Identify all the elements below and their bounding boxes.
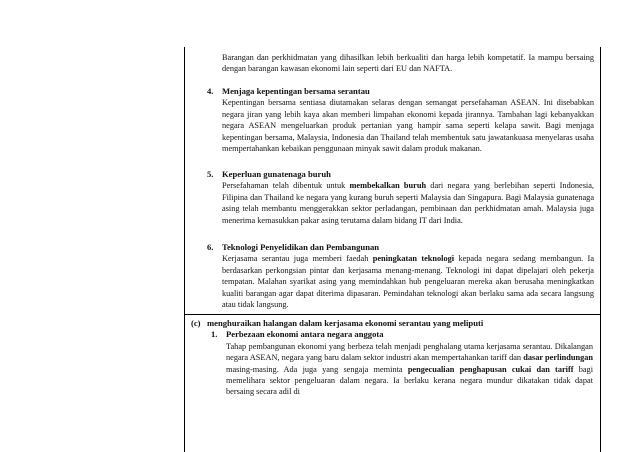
section-6 [207,242,597,310]
section-6-heading [207,242,597,253]
section-5 [207,169,597,226]
section-6-number: 6. [207,242,214,252]
subsection-1-heading [211,329,593,340]
document-table [184,47,601,452]
part-c-heading [191,318,593,329]
table-row-benefits [185,47,600,315]
table-row-obstacles [185,315,600,452]
section-4-text: Kepentingan bersama sentiasa diutamakan selaras dengan semangat persefahaman ASEAN. Ini disebabkan negara jiran yang lebih kaya akan memberi limpahan ekonomi kepada jirannya. Tambahan lagi kebanyakkan negara ASEAN mengeluarkan produk pertanian yang hampir sama seperti kelapa sawit. Bagi menjaga kepentingan bersama, Malaysia, Indonesia dan Thailand telah membentuk satu jawatankuasa menyelaras usaha mempertahankan kebaikan penggunaan minyak sawit dalam produk makanan. [222,98,594,154]
section-5-title: Keperluan gunatenaga buruh [222,169,331,179]
subsection-1-title: Perbezaan ekonomi antara negara anggota [226,329,384,340]
section-5-text-a: Persefahaman telah dibentuk untuk [222,181,350,191]
section-6-text-a: Kerjasama serantau juga memberi faedah [222,254,373,264]
part-c-label: (c) [191,318,201,328]
subsection-1-emphasis-a: dasar perlindungan [523,353,593,363]
section-6-body [222,253,594,310]
continuation-paragraph: Barangan dan perkhidmatan yang dihasilkan lebih berkualiti dan harga lebih kompetatif. Ia mampu bersaing dengan barangan kawasan ekonomi lain seperti dari EU dan NAFTA. [222,53,594,74]
subsection-1-number: 1. [211,329,218,340]
section-5-number: 5. [207,169,214,179]
subsection-1-text-b: masing-masing. Ada juga yang sengaja meminta [226,364,408,374]
section-6-text-b: kepada negara sedang membangun. Ia berdasarkan perkongsian pintar dan kerjasama menang-menang. Teknologi ini dapat dipelajari oleh pekerja tempatan. Malahan syarikat asing yang memindahkan hub pengeluaran mereka akan berusaha meningkatkan kualiti barangan agar dapat diterima dipasaran. Pemindahan teknologi akan berlaku sama ada secara langsung atau tidak langsung. [222,254,595,310]
section-6-title: Teknologi Penyelidikan dan Pembangunan [222,242,380,252]
subsection-1-text-c: bagi memelihara sektor pengeluaran dalam negara. Ia berlaku kerana negara mundur dikatakan tidak dapat bersaing secara adil di [226,364,593,397]
section-4 [207,86,597,154]
subsection-1-emphasis-b: pengecualian penghapusan cukai dan tariff [407,364,574,374]
section-5-emphasis: membekalkan buruh [349,181,427,191]
section-5-text-b: dari negara yang berlebihan seperti Indonesia, Filipina dan Thailand ke negara yang kurang buruh seperti Malaysia dan Singapura. Bagi Malaysia gunatenaga asing telah membantu menggerakkan sektor perladangan, pembinaan dan perkhidmatan amah. Malaysia juga menerima kemasukkan pakar asing terutama dalam bidang IT dari India. [222,181,594,225]
section-5-body [222,180,594,226]
section-6-emphasis: peningkatan teknologi [372,254,455,264]
part-c [191,318,593,398]
section-4-heading [207,86,597,97]
section-4-number: 4. [207,86,214,96]
part-c-title: menghuraikan halangan dalam kerjasama ekonomi serantau yang meliputi [207,318,484,328]
section-4-body [222,97,594,154]
section-4-title: Menjaga kepentingan bersama serantau [222,86,370,96]
subsection-1-text-a: Tahap pembangunan ekonomi yang berbeza telah menjadi penghalang utama kerjasama serantau. Dikalangan negara ASEAN, negara yang baru dalam sektor industri akan mempertahankan tariff dan [226,341,593,363]
section-5-heading [207,169,597,180]
subsection-1-body [226,341,593,398]
